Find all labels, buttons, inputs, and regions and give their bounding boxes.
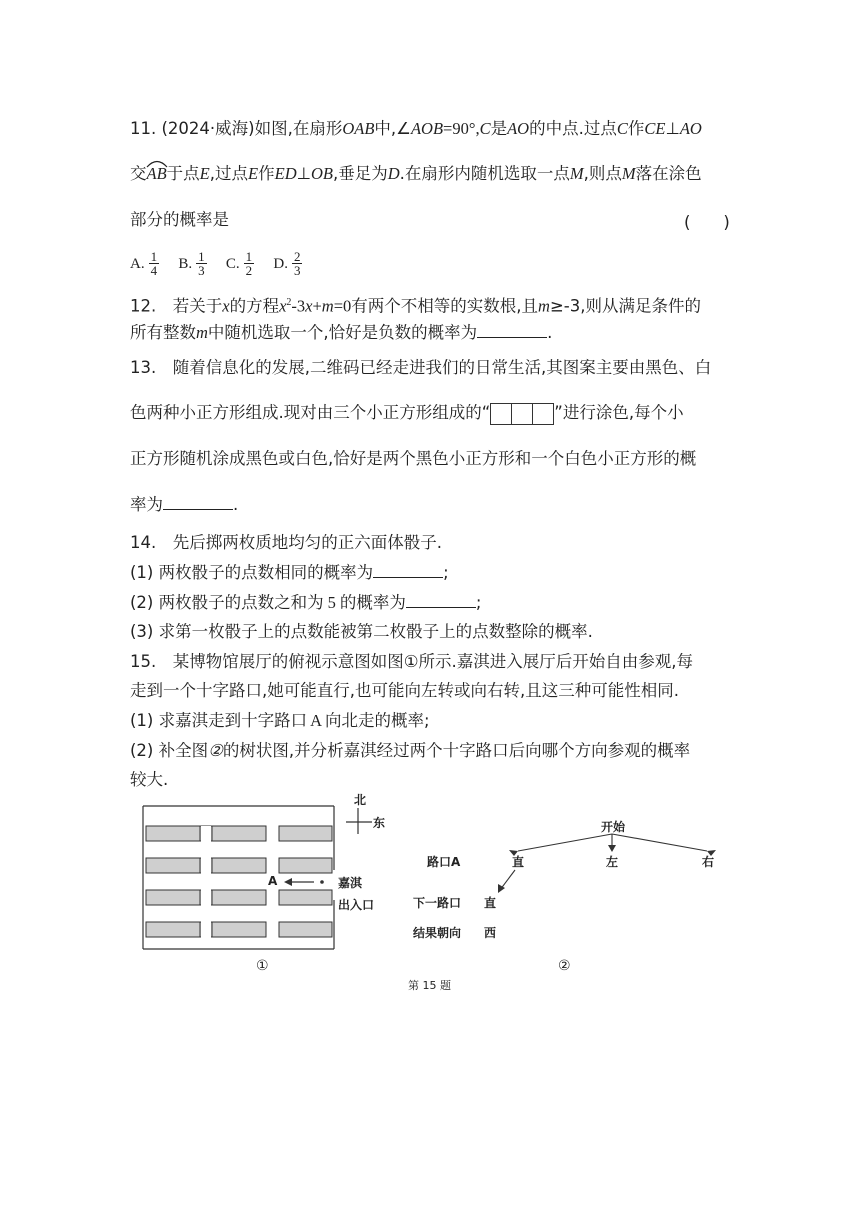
q11-options: A. $\frac{1}{4}$ B. $\frac{1}{3}$ C. $\frac{1}{2}$ D. $\frac{2}{3}$ xyxy=(130,249,301,278)
tree-diagram xyxy=(500,834,707,890)
q11-line3: 部分的概率是 xyxy=(130,210,229,229)
q14-part3: (3) 求第一枚骰子上的点数能被第二枚骰子上的点数整除的概率. xyxy=(130,622,593,641)
q13-line2: 色两种小正方形组成.现对由三个小正方形组成的“ ”进行涂色,每个小 xyxy=(130,402,684,425)
tree-row2-label: 下一路口 xyxy=(413,896,462,910)
tree-start: 开始 xyxy=(601,820,626,834)
q15-part1: (1) 求嘉淇走到十字路口 A 向北走的概率; xyxy=(130,711,430,730)
q12-line2: 所有整数m中随机选取一个,恰好是负数的概率为 . xyxy=(130,323,553,342)
figure2-label: ② xyxy=(558,958,571,974)
q15-part2: (2) 补全图②的树状图,并分析嘉淇经过两个十字路口后向哪个方向参观的概率 xyxy=(130,741,691,760)
q13-line4: 率为 . xyxy=(130,495,239,514)
tree-next-straight: 直 xyxy=(484,896,497,910)
q14-title: 14. 先后掷两枚质地均匀的正六面体骰子. xyxy=(130,533,442,552)
tree-row1-label: 路口A xyxy=(427,855,461,869)
entrance-label: 出入口 xyxy=(338,898,375,912)
q15-line1: 15. 某博物馆展厅的俯视示意图如图①所示.嘉淇进入展厅后开始自由参观,每 xyxy=(130,652,694,671)
q11-line2: 交 AB于点E,过点E作ED⊥OB,垂足为D.在扇形内随机选取一点M,则点M落在涂色 xyxy=(130,163,702,185)
q12-line1: 12. 若关于x的方程$x^2-3x+m=0$有两个不相等的实数根,且m≥-3,则从满足条件的 xyxy=(130,296,701,316)
q15-line-end: 较大. xyxy=(130,770,169,789)
fraction-a: $\frac{1}{4}$ xyxy=(150,249,158,278)
tree-left: 左 xyxy=(606,855,619,869)
person-label: 嘉淇 xyxy=(338,876,363,890)
arc-ab: AB xyxy=(147,163,167,185)
north-label: 北 xyxy=(354,793,367,807)
figure1-label: ① xyxy=(256,958,269,974)
q11-line1: 11. (2024·威海)如图,在扇形OAB中,∠AOB=90°,C是AO的中点.过点C作CE⊥AO xyxy=(130,119,702,138)
q13-line3: 正方形随机涂成黑色或白色,恰好是两个黑色小正方形和一个白色小正方形的概 xyxy=(130,449,697,468)
tree-straight: 直 xyxy=(512,855,525,869)
east-label: 东 xyxy=(373,816,386,830)
fraction-c: $\frac{1}{2}$ xyxy=(245,249,253,278)
q14-part1: (1) 两枚骰子的点数相同的概率为 ; xyxy=(130,563,449,582)
tree-row3-label: 结果朝向 xyxy=(413,926,462,940)
tree-right: 右 xyxy=(702,855,715,869)
answer-parentheses: ( ) xyxy=(684,213,730,232)
figure-caption: 第 15 题 xyxy=(408,979,451,992)
q15-line2: 走到一个十字路口,她可能直行,也可能向左转或向右转,且这三种可能性相同. xyxy=(130,681,679,700)
q14-part2: (2) 两枚骰子的点数之和为 5 的概率为 ; xyxy=(130,593,482,612)
q13-line1: 13. 随着信息化的发展,二维码已经走进我们的日常生活,其图案主要由黑色、白 xyxy=(130,358,712,377)
tree-west: 西 xyxy=(484,926,497,940)
point-a-label: A xyxy=(268,874,278,888)
fraction-b: $\frac{1}{3}$ xyxy=(198,249,205,278)
fraction-d: $\frac{2}{3}$ xyxy=(293,249,301,278)
compass-icon xyxy=(346,808,372,834)
